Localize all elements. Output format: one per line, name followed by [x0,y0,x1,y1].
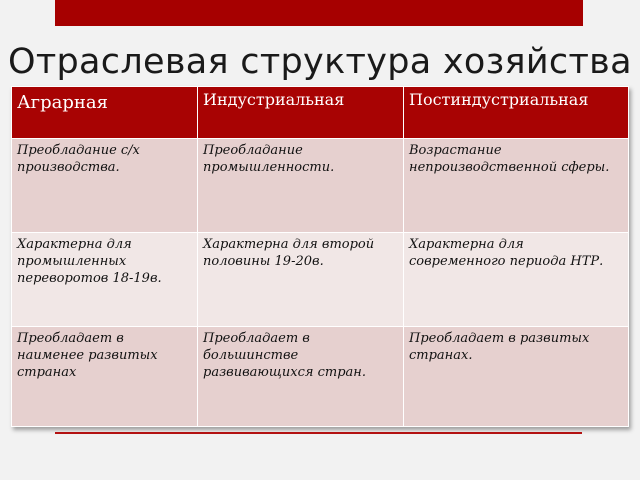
table-cell: Преобладает в наименее развитых странах [12,327,198,427]
table-cell: Преобладает в большинстве развивающихся стран. [198,327,404,427]
table-cell: Преобладание промышленности. [198,139,404,233]
header-industrial: Индустриальная [198,87,404,139]
table-cell: Возрастание непроизводственной сферы. [404,139,629,233]
bottom-divider-line [55,432,582,434]
table-cell: Преобладание с/х производства. [12,139,198,233]
economy-structure-table [11,86,629,427]
table-row [12,327,629,427]
table-row [12,139,629,233]
table-row [12,233,629,327]
table-header-row [12,87,629,139]
header-agrarian: Аграрная [12,87,198,139]
table-cell: Характерна для промышленных переворотов 18-19в. [12,233,198,327]
header-postindustrial: Постиндустриальная [404,87,629,139]
table-cell: Преобладает в развитых странах. [404,327,629,427]
page-title: Отраслевая структура хозяйства [8,42,632,82]
table-cell: Характерна для современного периода НТР. [404,233,629,327]
table-cell: Характерна для второй половины 19-20в. [198,233,404,327]
top-decorative-bar [55,0,583,26]
